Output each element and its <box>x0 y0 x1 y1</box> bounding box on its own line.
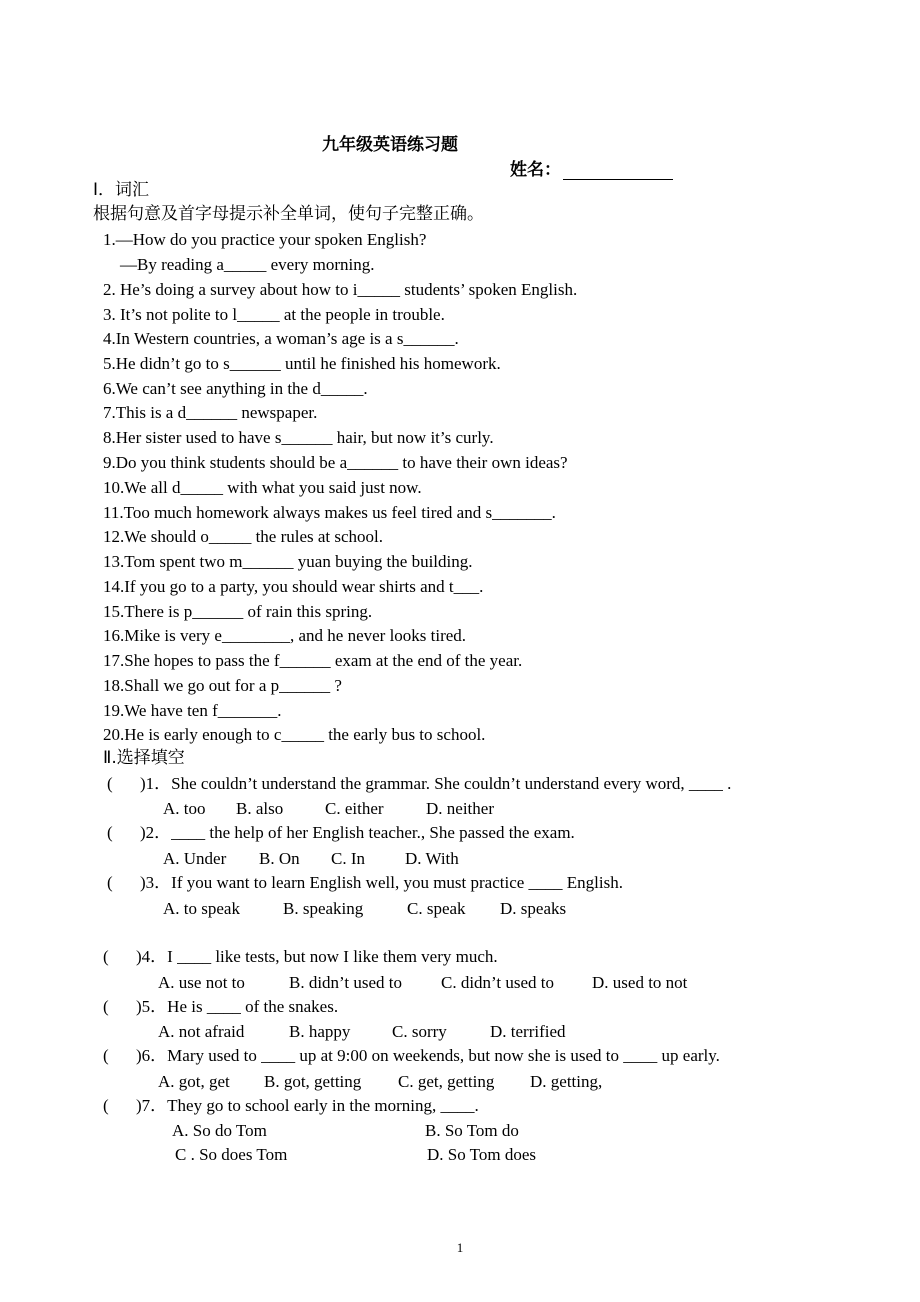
q3-option-c: C. speak <box>407 899 466 918</box>
vocab-item-9: 9.Do you think students should be a______ to have their own ideas? <box>103 453 568 472</box>
vocab-item-13: 13.Tom spent two m______ yuan buying the building. <box>103 552 473 571</box>
vocab-item-15: 15.There is p______ of rain this spring. <box>103 602 373 621</box>
q6-option-c: C. get, getting <box>398 1072 495 1091</box>
vocab-item-12: 12.We should o_____ the rules at school. <box>103 527 384 546</box>
q6-option-a: A. got, get <box>158 1072 230 1091</box>
q5-option-d: D. terrified <box>490 1022 566 1041</box>
answer-paren: ( <box>103 947 109 966</box>
choice-question-5: )5．He is ____ of the snakes. <box>136 997 339 1016</box>
name-field <box>510 155 673 180</box>
q7-option-b: B. So Tom do <box>425 1121 519 1140</box>
answer-paren: ( <box>107 873 113 892</box>
q1-option-b: B. also <box>236 799 284 818</box>
q2-option-b: B. On <box>259 849 300 868</box>
vocab-item-2: 2. He’s doing a survey about how to i_____ students’ spoken English. <box>103 280 578 299</box>
q5-option-b: B. happy <box>289 1022 351 1041</box>
q2-option-d: D. With <box>405 849 459 868</box>
name-label: 姓名： <box>510 160 561 180</box>
answer-paren: ( <box>103 997 109 1016</box>
page-title: 九年级英语练习题 <box>322 135 458 155</box>
vocab-item-1: 1.—How do you practice your spoken English? <box>103 230 427 249</box>
q6-option-b: B. got, getting <box>264 1072 362 1091</box>
q5-option-a: A. not afraid <box>158 1022 245 1041</box>
q3-option-b: B. speaking <box>283 899 364 918</box>
answer-paren: ( <box>103 1096 109 1115</box>
q1-option-a: A. too <box>163 799 206 818</box>
choice-question-3: )3．If you want to learn English well, you must practice ____ English. <box>140 873 623 892</box>
section1-instruction: 根据句意及首字母提示补全单词，使句子完整正确。 <box>93 204 484 224</box>
vocab-item-14: 14.If you go to a party, you should wear shirts and t___. <box>103 577 484 596</box>
section1-heading: I．词汇 <box>93 180 150 200</box>
q7-option-c: C . So does Tom <box>175 1145 288 1164</box>
vocab-item-4: 4.In Western countries, a woman’s age is a s______. <box>103 329 459 348</box>
q4-option-b: B. didn’t used to <box>289 973 403 992</box>
q1-option-c: C. either <box>325 799 384 818</box>
q4-option-c: C. didn’t used to <box>441 973 555 992</box>
vocab-item-19: 19.We have ten f_______. <box>103 701 282 720</box>
answer-paren: ( <box>103 1046 109 1065</box>
choice-question-1: )1．She couldn’t understand the grammar. She couldn’t understand every word, ____ . <box>140 774 732 793</box>
q5-option-c: C. sorry <box>392 1022 447 1041</box>
q7-option-d: D. So Tom does <box>427 1145 537 1164</box>
vocab-item-18: 18.Shall we go out for a p______ ? <box>103 676 342 695</box>
q2-option-a: A. Under <box>163 849 227 868</box>
name-blank-line <box>563 161 673 180</box>
page-number: 1 <box>456 1240 464 1255</box>
q4-option-a: A. use not to <box>158 973 245 992</box>
choice-question-2: )2．____ the help of her English teacher., She passed the exam. <box>140 823 575 842</box>
vocab-item-11: 11.Too much homework always makes us feel tired and s_______. <box>103 503 556 522</box>
vocab-item-3: 3. It’s not polite to l_____ at the people in trouble. <box>103 305 445 324</box>
q1-option-d: D. neither <box>426 799 494 818</box>
vocab-item-10: 10.We all d_____ with what you said just now. <box>103 478 422 497</box>
answer-paren: ( <box>107 774 113 793</box>
q3-option-d: D. speaks <box>500 899 567 918</box>
choice-question-7: )7．They go to school early in the morning, ____. <box>136 1096 479 1115</box>
vocab-item-6: 6.We can’t see anything in the d_____. <box>103 379 368 398</box>
vocab-item-17: 17.She hopes to pass the f______ exam at the end of the year. <box>103 651 523 670</box>
q4-option-d: D. used to not <box>592 973 688 992</box>
choice-question-6: )6．Mary used to ____ up at 9:00 on weekends, but now she is used to ____ up early. <box>136 1046 720 1065</box>
vocab-item-8: 8.Her sister used to have s______ hair, but now it’s curly. <box>103 428 494 447</box>
q7-option-a: A. So do Tom <box>172 1121 267 1140</box>
q6-option-d: D. getting, <box>530 1072 603 1091</box>
q2-option-c: C. In <box>331 849 365 868</box>
answer-paren: ( <box>107 823 113 842</box>
choice-question-4: )4．I ____ like tests, but now I like them very much. <box>136 947 498 966</box>
vocab-item-20: 20.He is early enough to c_____ the early bus to school. <box>103 725 486 744</box>
section2-heading: Ⅱ.选择填空 <box>103 748 185 768</box>
vocab-item-16: 16.Mike is very e________, and he never looks tired. <box>103 626 467 645</box>
q3-option-a: A. to speak <box>163 899 240 918</box>
vocab-item-1-answer: —By reading a_____ every morning. <box>120 255 375 274</box>
vocab-item-5: 5.He didn’t go to s______ until he finished his homework. <box>103 354 501 373</box>
vocab-item-7: 7.This is a d______ newspaper. <box>103 403 318 422</box>
